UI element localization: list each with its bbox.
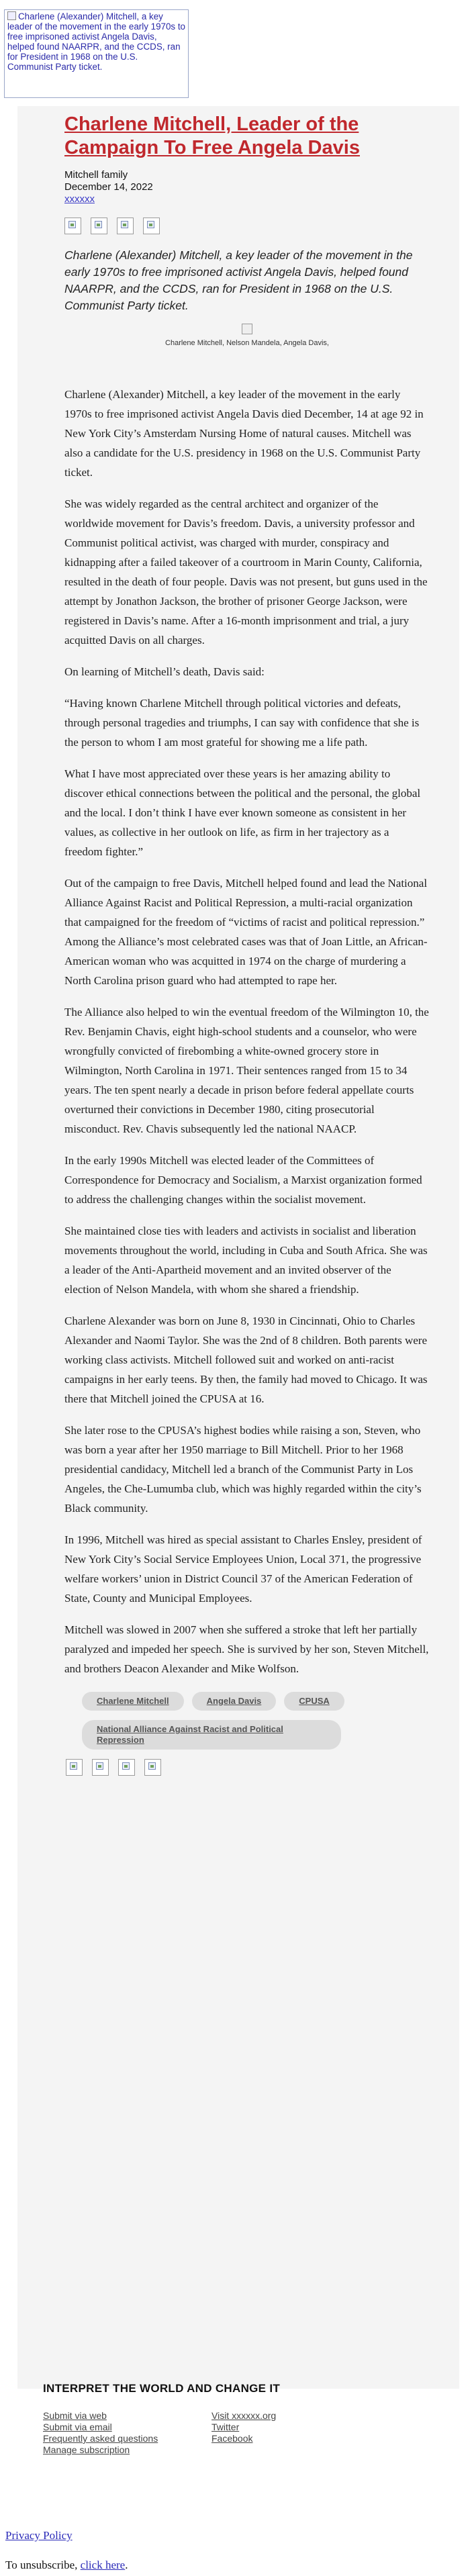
header-image[interactable] xyxy=(4,9,189,98)
share-icon[interactable] xyxy=(143,218,160,234)
share-icon[interactable] xyxy=(92,1759,109,1776)
tag-cpusa[interactable]: CPUSA xyxy=(284,1692,344,1711)
body-paragraph: What I have most appreciated over these years is her amazing ability to discover ethical connections between the political and the personal, the global and the local. I don’t think I have ever known someone as consistent in her values, as collective in her outlook on life, as firm in her trajectory as a freedom fighter.” xyxy=(64,767,421,858)
author-name: Mitchell family xyxy=(64,169,128,181)
byline xyxy=(64,169,430,205)
tag-angela-davis[interactable]: Angela Davis xyxy=(192,1692,277,1711)
submit-email-link[interactable]: Submit via email xyxy=(43,2422,112,2432)
image-icon xyxy=(96,1762,103,1770)
share-icon[interactable] xyxy=(118,1759,135,1776)
footer-links-right xyxy=(211,2410,276,2444)
article-card xyxy=(17,106,459,2389)
image-icon xyxy=(68,221,76,228)
broken-image-icon xyxy=(7,11,16,20)
share-icon[interactable] xyxy=(66,1759,83,1776)
figure-caption: Charlene Mitchell, Nelson Mandela, Angela Davis, xyxy=(165,339,329,347)
article-title[interactable]: Charlene Mitchell, Leader of the Campaign To Free Angela Davis xyxy=(64,113,360,158)
footer-links-left xyxy=(43,2410,158,2456)
share-icon[interactable] xyxy=(64,218,81,234)
body-paragraph: She was widely regarded as the central architect and organizer of the worldwide movement for Davis’s freedom. Davis, a university professor and Communist political activist, was charged with murder, conspiracy and kidnapping after a failed takeover of a courtroom in Marin County, California, resulted in the death of four people. Davis was not present, but guns used in the attempt by Jonathon Jackson, the brother of prisoner George Jackson, were registered in Davis’s name. After a 16-month imprisonment and trial, a jury acquitted Davis on all charges. xyxy=(64,497,428,647)
body-paragraph: Out of the campaign to free Davis, Mitchell helped found and lead the National Alliance Against Racist and Political Repression, a multi-racial organization that campaigned for the freedom of “victims of racist and political repression.” Among the Alliance’s most celebrated cases was that of Joan Little, an African-American woman who was acquitted in 1974 on the charge of murdering a North Carolina prison guard who had attempted to rape her. xyxy=(64,877,428,987)
email-legal xyxy=(5,2529,128,2572)
share-bar-top xyxy=(64,218,430,236)
unsubscribe-prefix: To unsubscribe, xyxy=(5,2559,81,2571)
author-link[interactable]: xxxxxx xyxy=(64,193,95,205)
share-icon[interactable] xyxy=(117,218,134,234)
manage-subscription-link[interactable]: Manage subscription xyxy=(43,2444,130,2455)
body-paragraph: “Having known Charlene Mitchell through political victories and defeats, through personal tragedies and triumphs, I can say with confidence that she is the person to whom I am most grateful for showing me a life path. xyxy=(64,697,420,749)
twitter-link[interactable]: Twitter xyxy=(211,2422,240,2432)
submit-web-link[interactable]: Submit via web xyxy=(43,2410,107,2421)
tag-charlene-mitchell[interactable]: Charlene Mitchell xyxy=(82,1692,184,1711)
article-lede: Charlene (Alexander) Mitchell, a key leader of the movement in the early 1970s to free imprisoned activist Angela Davis, helped found NAARPR, and the CCDS, ran for President in 1968 on the U.S. Communist Party ticket. xyxy=(64,248,413,312)
body-paragraph: Charlene Alexander was born on June 8, 1930 in Cincinnati, Ohio to Charles Alexander and Naomi Taylor. She was the 2nd of 8 children. Both parents were working class activists. Mitchell followed suit and worked on anti-racist campaigns in her early teens. By then, the family had moved to Chicago. It was there that Mitchell joined the CPUSA at 16. xyxy=(64,1315,428,1405)
body-paragraph: The Alliance also helped to win the eventual freedom of the Wilmington 10, the Rev. Benjamin Chavis, eight high-school students and a counselor, who were wrongfully convicted of firebombing a white-owned grocery store in Wilmington, North Carolina in 1971. Their sentences ranged from 15 to 34 years. The ten spent nearly a decade in prison before federal appellate courts overturned their convictions in December 1980, citing prosecutorial misconduct. Rev. Chavis subsequently led the national NAACP. xyxy=(64,1006,429,1135)
article-figure xyxy=(64,324,430,347)
body-paragraph: Charlene (Alexander) Mitchell, a key leader of the movement in the early 1970s to free imprisoned activist Angela Davis died December, 14 at age 92 in New York City’s Amsterdam Nursing Home of natural causes. Mitchell was also a candidate for the U.S. presidency in 1968 on the U.S. Communist Party ticket. xyxy=(64,388,424,479)
body-paragraph: On learning of Mitchell’s death, Davis said: xyxy=(64,665,265,678)
unsubscribe-suffix: . xyxy=(125,2559,128,2571)
faq-link[interactable]: Frequently asked questions xyxy=(43,2433,158,2444)
image-icon xyxy=(147,221,154,228)
facebook-link[interactable]: Facebook xyxy=(211,2433,253,2444)
newsletter-footer xyxy=(17,2370,459,2524)
broken-image-icon xyxy=(242,324,252,334)
unsubscribe-line xyxy=(5,2559,128,2572)
article-body xyxy=(64,385,430,1678)
footer-heading: INTERPRET THE WORLD AND CHANGE IT xyxy=(43,2382,281,2395)
image-icon xyxy=(121,221,128,228)
body-paragraph: She later rose to the CPUSA’s highest bodies while raising a son, Steven, who was born a year after her 1950 marriage to Bill Mitchell. Prior to her 1968 presidential candidacy, Mitchell led a branch of the Communist Party in Los Angeles, the Che-Lumumba club, which was highly regarded within the city’s Black community. xyxy=(64,1424,422,1515)
tag-list xyxy=(64,1692,371,1750)
image-icon xyxy=(70,1762,77,1770)
share-icon[interactable] xyxy=(91,218,107,234)
publish-date: December 14, 2022 xyxy=(64,181,153,193)
unsubscribe-link[interactable]: click here xyxy=(80,2559,126,2571)
share-bar-bottom xyxy=(66,1759,430,1778)
image-icon xyxy=(148,1762,156,1770)
image-icon xyxy=(95,221,102,228)
tag-naarpr[interactable]: National Alliance Against Racist and Political Repression xyxy=(82,1720,341,1750)
image-icon xyxy=(122,1762,130,1770)
body-paragraph: She maintained close ties with leaders and activists in socialist and liberation movements throughout the world, including in Cuba and South Africa. She was a leader of the Anti-Apartheid movement and an invited observer of the election of Nelson Mandela, with whom she shared a friendship. xyxy=(64,1225,428,1296)
body-paragraph: In the early 1990s Mitchell was elected leader of the Committees of Correspondence for Democracy and Socialism, a Marxist organization formed to address the challenging changes within the socialist movement. xyxy=(64,1154,422,1206)
share-icon[interactable] xyxy=(144,1759,161,1776)
header-image-alt: Charlene (Alexander) Mitchell, a key leader of the movement in the early 1970s to free imprisoned activist Angela Davis, helped found NAARPR, and the CCDS, ran for President in 1968 on the U.S. Communist Party ticket. xyxy=(7,11,185,72)
body-paragraph: In 1996, Mitchell was hired as special assistant to Charles Ensley, president of New York City’s Social Service Employees Union, Local 371, the progressive welfare workers’ union in District Council 37 of the American Federation of State, County and Municipal Employees. xyxy=(64,1533,422,1605)
body-paragraph: Mitchell was slowed in 2007 when she suffered a stroke that left her partially paralyzed and impeded her speech. She is survived by her son, Steven Mitchell, and brothers Deacon Alexander and Mike Wolfson. xyxy=(64,1623,429,1675)
visit-site-link[interactable]: Visit xxxxxx.org xyxy=(211,2410,277,2421)
privacy-policy-link[interactable]: Privacy Policy xyxy=(5,2529,73,2542)
